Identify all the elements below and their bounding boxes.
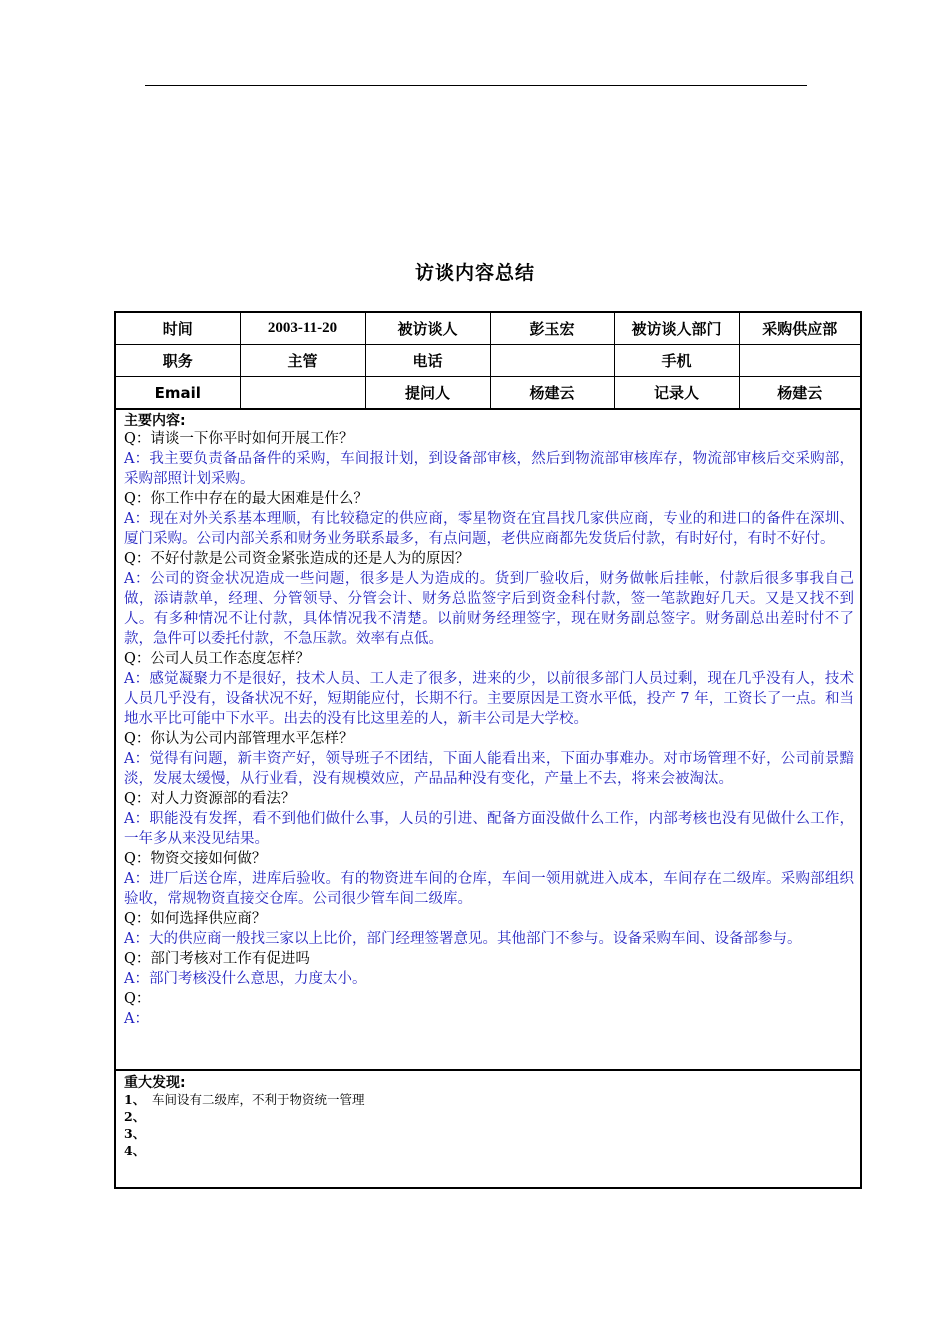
info-label-cell: 手机 [614, 345, 739, 377]
info-label-cell: 记录人 [614, 377, 739, 409]
question-text: Q：不好付款是公司资金紧张造成的还是人为的原因？ [124, 551, 470, 567]
question-text: Q：请谈一下你平时如何开展工作？ [124, 431, 354, 447]
info-value-cell: 主管 [240, 345, 365, 377]
answer-text: A：现在对外关系基本理顺，有比较稳定的供应商，零星物资在宜昌找几家供应商，专业的和进口的备件在深圳、厦门采购。公司内部关系和财务业务联系最多，有点问题，老供应商都先发货后付款，有时好付，有时不好付。 [124, 511, 854, 547]
answer-text: A：部门考核没什么意思，力度太小。 [124, 971, 367, 987]
info-label-cell: Email [116, 377, 240, 409]
answer-text: A：觉得有问题，新丰资产好，领导班子不团结，下面人能看出来，下面办事难办。对市场管理不好，公司前景黯淡，发展太缓慢，从行业看，没有规模效应，产品品种没有变化，产量上不去，将来会被淘汰。 [124, 751, 854, 787]
main-content-section [116, 409, 860, 1069]
finding-item [124, 1142, 852, 1159]
answer-text: A：进厂后送仓库，进库后验收。有的物资进车间的仓库，车间一领用就进入成本，车间存在二级库。采购部组织验收，常规物资直接交仓库。公司很少管车间二级库。 [124, 871, 854, 907]
finding-number: 2、 [124, 1109, 146, 1124]
question-text: Q：物资交接如何做？ [124, 851, 267, 867]
question-text: Q：部门考核对工作有促进吗 [124, 951, 310, 967]
info-row [116, 313, 860, 345]
findings-heading: 重大发现: [124, 1075, 186, 1091]
findings-list [124, 1091, 852, 1159]
question-text: Q： [124, 991, 151, 1007]
finding-item [124, 1108, 852, 1125]
question-text: Q：如何选择供应商？ [124, 911, 267, 927]
document-title: 访谈内容总结 [414, 262, 535, 284]
finding-number: 3、 [124, 1126, 146, 1141]
finding-text: 车间设有二级库，不利于物资统一管理 [152, 1092, 365, 1107]
answer-text: A： [124, 1011, 149, 1027]
info-value-cell [739, 345, 860, 377]
info-label-cell: 被访谈人部门 [614, 313, 739, 345]
info-row [116, 377, 860, 409]
major-findings-section [116, 1069, 860, 1163]
info-value-cell: 2003-11-20 [240, 313, 365, 345]
qa-list [124, 429, 854, 1029]
answer-text: A：我主要负责备品备件的采购，车间报计划，到设备部审核，然后到物流部审核库存，物流部审核后交采购部，采购部照计划采购。 [124, 451, 854, 487]
finding-item [124, 1091, 852, 1108]
info-value-cell: 采购供应部 [739, 313, 860, 345]
info-label-cell: 电话 [365, 345, 490, 377]
info-value-cell [240, 377, 365, 409]
answer-text: A：感觉凝聚力不是很好，技术人员、工人走了很多，进来的少，以前很多部门人员过剩，现在几乎没有人，技术人员几乎没有，设备状况不好，短期能应付，长期不行。主要原因是工资水平低，投产 7 年，工资长了一点。和当地水平比可能中下水平。出去的没有比这里差的人，新丰公司是大学校。 [124, 671, 854, 727]
info-table [116, 313, 860, 409]
info-value-cell [490, 345, 614, 377]
answer-text: A：公司的资金状况造成一些问题，很多是人为造成的。货到厂验收后，财务做帐后挂帐，付款后很多事我自己做，添请款单，经理、分管领导、分管会计、财务总监签字后到资金科付款，签一笔款跑好几天。又是又找不到人。有多种情况不让付款，具体情况我不清楚。以前财务经理签字，现在财务副总签字。财务副总出差时付不了款，急件可以委托付款，不急压款。效率有点低。 [124, 571, 854, 647]
question-text: Q：对人力资源部的看法？ [124, 791, 296, 807]
finding-number: 4、 [124, 1143, 146, 1158]
info-label-cell: 被访谈人 [365, 313, 490, 345]
question-text: Q：你认为公司内部管理水平怎样？ [124, 731, 354, 747]
info-value-cell: 杨建云 [739, 377, 860, 409]
finding-number: 1、 [124, 1092, 146, 1107]
main-content-heading: 主要内容: [124, 413, 186, 429]
question-text: Q：你工作中存在的最大困难是什么？ [124, 491, 368, 507]
header-rule [145, 85, 807, 86]
info-value-cell: 杨建云 [490, 377, 614, 409]
question-text: Q：公司人员工作态度怎样？ [124, 651, 310, 667]
finding-item [124, 1125, 852, 1142]
info-label-cell: 时间 [116, 313, 240, 345]
answer-text: A：职能没有发挥，看不到他们做什么事，人员的引进、配备方面没做什么工作，内部考核也没有见做什么工作，一年多从来没见结果。 [124, 811, 854, 847]
interview-form [114, 311, 862, 1189]
info-label-cell: 职务 [116, 345, 240, 377]
answer-text: A：大的供应商一般找三家以上比价，部门经理签署意见。其他部门不参与。设备采购车间、设备部参与。 [124, 931, 802, 947]
info-label-cell: 提问人 [365, 377, 490, 409]
info-value-cell: 彭玉宏 [490, 313, 614, 345]
info-row [116, 345, 860, 377]
